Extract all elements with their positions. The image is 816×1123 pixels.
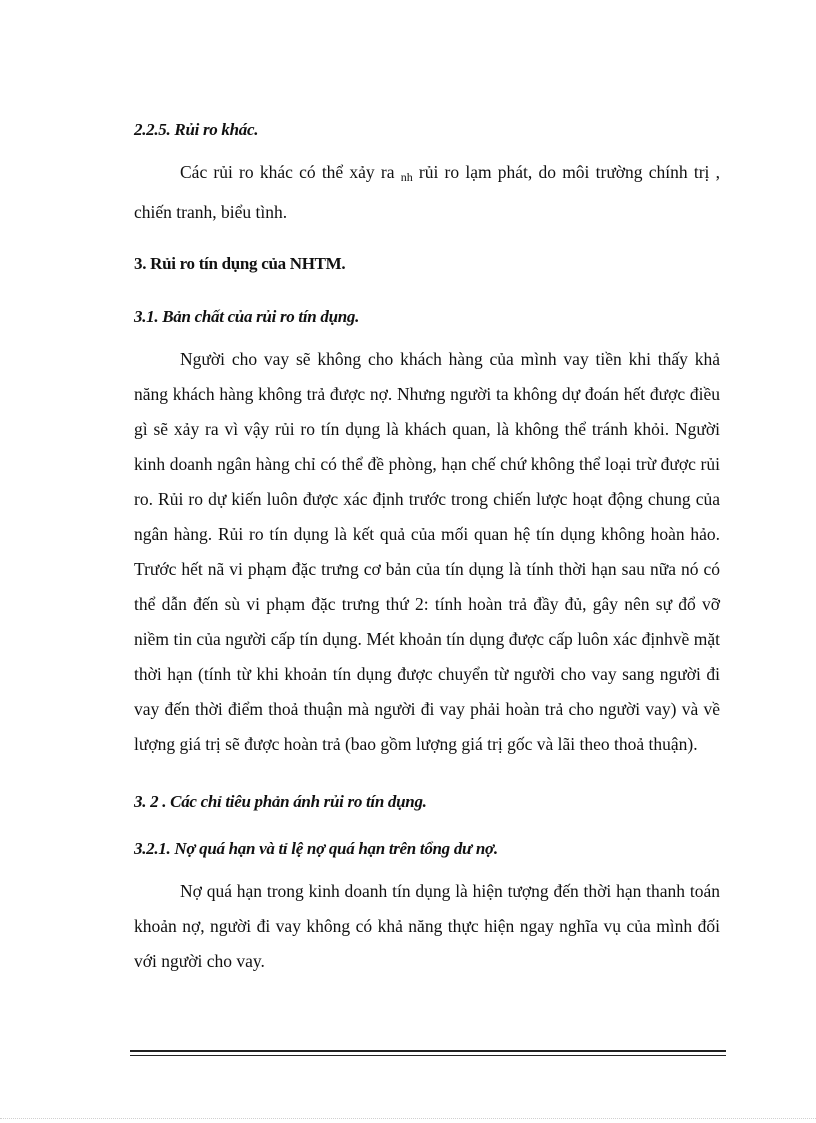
paragraph-2-2-5-part-a: Các rủi ro khác có thể xảy ra [180,162,401,182]
heading-2-2-5: 2.2.5. Rủi ro khác. [134,120,259,139]
footer-rule-bottom [130,1055,726,1056]
heading-3-2: 3. 2 . Các chỉ tiêu phản ánh rủi ro tín dụng. [134,792,427,811]
paragraph-2-2-5-part-b: rủi ro lạm phát, do môi trường chính trị , chiến tranh, biểu tình. [134,162,720,222]
paragraph-2-2-5 [134,155,720,230]
heading-3: 3. Rủi ro tín dụng của NHTM. [134,254,346,273]
document-body [134,118,720,979]
paragraph-3-2-1: Nợ quá hạn trong kinh doanh tín dụng là hiện tượng đến thời hạn thanh toán khoản nợ, người đi vay không có khả năng thực hiện ngay nghĩa vụ của mình đối với người cho vay. [134,881,720,971]
paragraph-3-1: Người cho vay sẽ không cho khách hàng của mình vay tiền khi thấy khả năng khách hàng không trả được nợ. Nhưng người ta không dự đoán hết được điều gì sẽ xảy ra vì vậy rủi ro tín dụng là khách quan, là không thể tránh khỏi. Người kinh doanh ngân hàng chỉ có thể đề phòng, hạn chế chứ không thể loại trừ được rủi ro. Rủi ro dự kiến luôn được xác định trước trong chiến lược hoạt động chung của ngân hàng. Rủi ro tín dụng là kết quả của mối quan hệ tín dụng không hoàn hảo. Trước hết nã vi phạm đặc trưng cơ bản của tín dụng là tính thời hạn sau nữa nó có thể dẫn đến sù vi phạm đặc trưng thứ 2: tính hoàn trả đầy đủ, gây nên sự đổ vỡ niềm tin của người cấp tín dụng. Mét khoản tín dụng được cấp luôn xác địnhvề mặt thời hạn (tính từ khi khoản tín dụng được chuyển từ người cho vay sang người đi vay đến thời điểm thoả thuận mà người đi vay phải hoàn trả cho người vay) và về lượng giá trị sẽ được hoàn trả (bao gồm lượng giá trị gốc và lãi theo thoả thuận). [134,349,720,754]
heading-3-1: 3.1. Bản chất của rủi ro tín dụng. [134,307,360,326]
paragraph-2-2-5-nh: nh [400,170,413,184]
footer-rule-top [130,1050,726,1052]
page-bottom-edge [0,1118,816,1119]
heading-3-2-1: 3.2.1. Nợ quá hạn và tỉ lệ nợ quá hạn trên tổng dư nợ. [134,839,498,858]
